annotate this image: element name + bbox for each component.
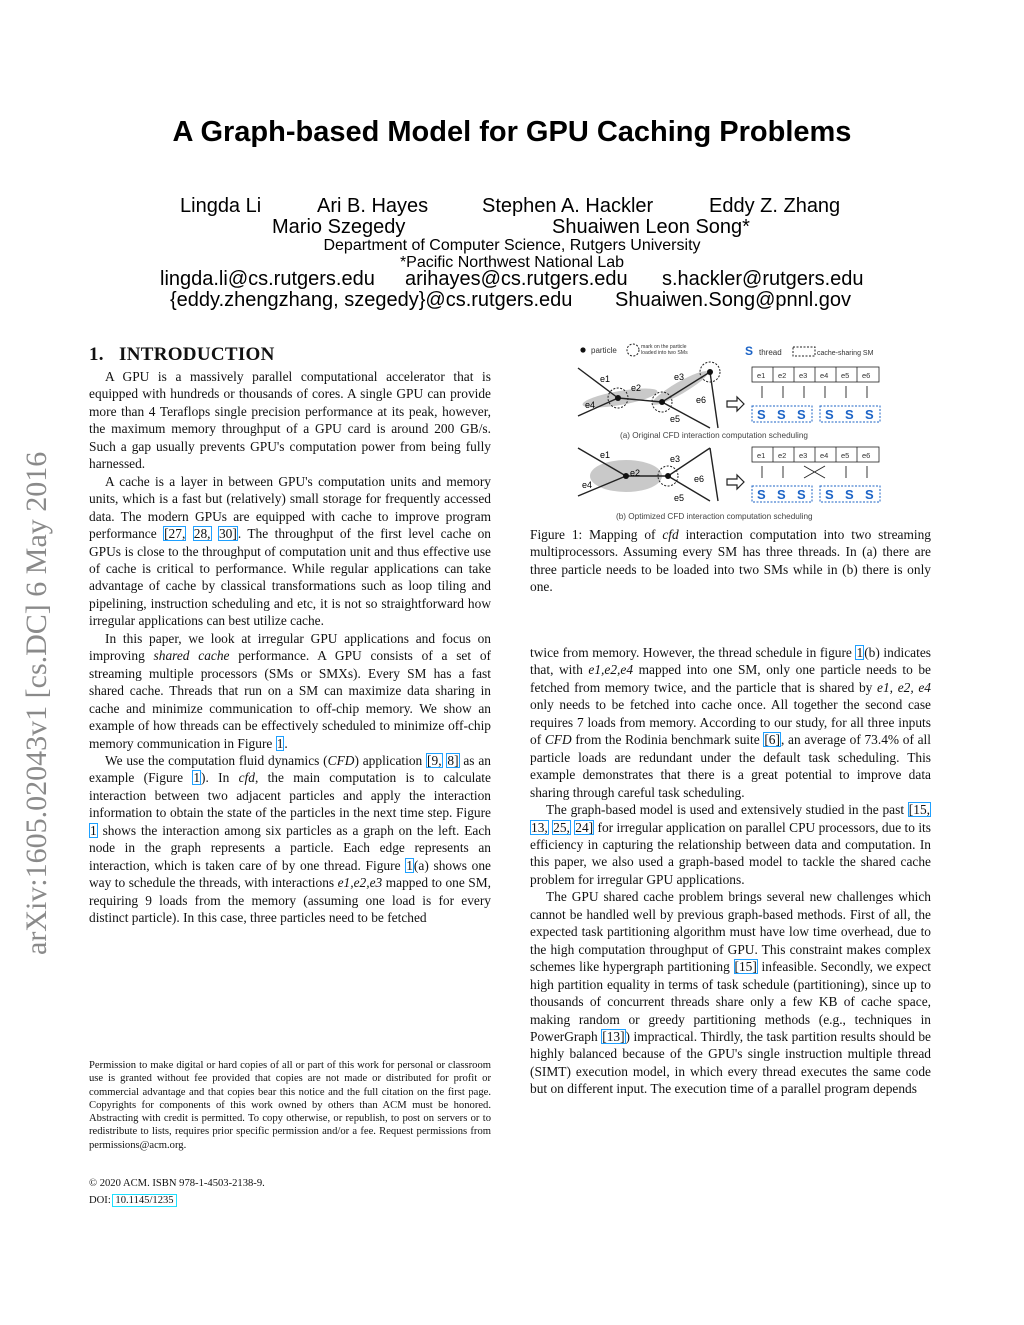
figure-link[interactable]: 1 — [90, 822, 97, 838]
citation-link[interactable]: [13] — [602, 1028, 625, 1044]
thread-icon: S — [865, 407, 874, 422]
subfigure-caption-a: (a) Original CFD interaction computation scheduling — [620, 431, 808, 440]
doi-line: DOI: 10.1145/1235 — [89, 1195, 174, 1206]
author-email[interactable]: arihayes@cs.rutgers.edu — [405, 268, 628, 290]
figure-link[interactable]: 1 — [276, 735, 284, 751]
paragraph: A cache is a layer in between GPU's computation units and memory units, which is a fast but (relatively) small storage for frequently accessed data. The modern GPUs are equipped with cache to improve program performance [27, 28, 30]. The throughput of the first level cache on GPUs is close to the throughput of computation unit and thus effective use of cache is critical to performance. While regular applications can take advantage of cache by classical transformations such as loop tiling and pipelining, instruction scheduling and etc, it is not so straightforward how irregular applications can best utilize cache. — [89, 473, 491, 629]
author-name: Lingda Li — [180, 195, 262, 217]
task-label: e1 — [757, 371, 766, 380]
author-name: Ari B. Hayes — [317, 195, 429, 217]
right-column — [530, 644, 931, 1098]
arxiv-stamp — [6, 350, 66, 960]
citation-link[interactable]: 13, — [531, 819, 548, 835]
thread-icon: S — [845, 407, 854, 422]
paragraph: twice from memory. However, the thread schedule in figure 1(b) indicates that, with e1,e2,e4 mapped into one SM, only one particle needs to be fetched from memory twice, and the particle that is shared by e1, e2, e4 only needs to be fetched into cache once. All together the second case requires 7 loads from memory. According to our study, for all three inputs of CFD from the Rodinia benchmark suite [6], an average of 73.4% of all particle loads are redundant under the default task scheduling. This example demonstrates that there is a great potential to improve data sharing through careful task scheduling. — [530, 645, 932, 800]
paragraph: The GPU shared cache problem brings several new challenges which cannot be handled well by previous graph-based methods. First of all, the expected task partitioning algorithm must have low time overhead, due to the high computation throughput of GPU. This constraint makes complex schemes like hypergraph partitioning [15] infeasible. Secondly, we expect high partition equality in terms of task schedule (partitioning), since up to thousands of concurrent threads share only a few KB of cache space, making random or greedy partitioning methods (e.g., techniques in PowerGraph [13]) impractical. Thirdly, the task partition results should be highly balanced because of the GPU's single instruction multiple thread (SIMT) execution model, in which every thread executes the same code but on different input. The execution time of a parallel program depends — [530, 889, 931, 1097]
doi-link[interactable]: 10.1145/1235 — [115, 1195, 174, 1206]
author-name: Shuaiwen Leon Song* — [552, 216, 750, 238]
edge-label: e1 — [600, 450, 611, 460]
edge-label: e1 — [600, 374, 611, 384]
edge-label: e6 — [694, 474, 705, 484]
edge-label: e4 — [582, 480, 593, 490]
citation-link[interactable]: 25, — [553, 819, 570, 835]
author-name: Stephen A. Hackler — [482, 195, 654, 217]
task-row-a — [752, 367, 880, 422]
figure-caption: Figure 1: Mapping of cfd interaction computation into two streaming multiprocessors. Assuming every SM has three threads. In (a) there are three particle needs to be loaded into two SMs while in (b) there is only one. — [530, 527, 931, 595]
paragraph: In this paper, we look at irregular GPU applications and focus on improving shared cache performance. A GPU consists of a set of streaming multiple processors (SMs or SMXs). Every SM has a fast shared cache. Threads that run on a SM can maximize data sharing in cache and minimize communication to off-chip memory. We show an example of how threads can be effectively scheduled to minimize off-chip memory communication in Figure 1. — [89, 630, 492, 751]
edge-label: e4 — [585, 400, 596, 410]
figure-link[interactable]: 1 — [193, 770, 201, 786]
edge-label: e2 — [631, 383, 642, 393]
edge-label: e6 — [696, 395, 707, 405]
arxiv-id-text: arXiv:1605.02043v1 [cs.DC] 6 May 2016 — [20, 451, 53, 955]
permission-notice: Permission to make digital or hard copies of all or part of this work for personal or classroom use is granted without fee provided that copies are not made or distributed for profit or commercial advantage and that copies bear this notice and the full citation on the first page. Copyrights for components of this work owned by others than ACM must be honored. Abstracting with credit is permitted. To copy otherwise, or republish, to post on servers or to redistribute to lists, requires prior specific permission and/or a fee. Request permissions from permissions@acm.org. — [89, 1060, 491, 1151]
thread-icon: S — [797, 407, 806, 422]
copyright-line: © 2020 ACM. ISBN 978-1-4503-2138-9. — [89, 1178, 265, 1189]
task-label: e6 — [862, 371, 871, 380]
thread-icon: S — [825, 487, 834, 502]
citation-link[interactable]: [27, — [164, 526, 186, 542]
copyright-block — [89, 1175, 491, 1209]
author-email[interactable]: {eddy.zhengzhang, szegedy}@cs.rutgers.edu — [170, 289, 573, 311]
graph-a — [578, 362, 720, 428]
affiliation: Department of Computer Science, Rutgers University — [323, 237, 701, 254]
affiliation: *Pacific Northwest National Lab — [399, 254, 625, 271]
section-title: INTRODUCTION — [119, 344, 275, 365]
citation-link[interactable]: [6] — [764, 732, 780, 748]
task-label: e3 — [799, 451, 808, 460]
graph-b — [578, 448, 718, 503]
author-email[interactable]: Shuaiwen.Song@pnnl.gov — [615, 289, 852, 311]
paragraph: We use the computation fluid dynamics (CFD) application [9, 8] as an example (Figure 1). In cfd, the main computation is to calculate interaction between two adjacent particles and apply the interaction information to obtain the state of the particles in the next time step. Figure 1 shows the interaction among six particles as a graph on the left. Each node in the graph represents a particle. Each edge represents an interaction, which is taken care of by one thread. Figure 1(a) shows one way to schedule the threads, with interactions e1,e2,e3 mapped to one SM, requiring 9 loads from the memory (assuming one load is for every distinct particle). In this case, three particles need to be fetched — [89, 752, 492, 926]
task-label: e5 — [841, 451, 850, 460]
edge-label: e5 — [674, 493, 685, 503]
task-label: e3 — [799, 371, 808, 380]
citation-link[interactable]: 28, — [193, 526, 211, 542]
task-label: e2 — [778, 371, 787, 380]
section-heading — [89, 344, 275, 366]
legend-thread-icon: S — [745, 344, 754, 358]
task-label: e6 — [862, 451, 871, 460]
paragraph: A GPU is a massively parallel computational accelerator that is equipped with hundreds or thousands of cores. A single GPU can provide more than 4 Teraflops single precision performance at its peak, however, the maximum memory throughput of a GPU card is around 200 GB/s. Such a gap usually prevents GPU's computation power from being fully harnessed. — [89, 369, 491, 472]
left-column — [89, 368, 491, 927]
citation-link[interactable]: 30] — [218, 526, 237, 542]
thread-icon: S — [797, 487, 806, 502]
figure-1 — [570, 336, 890, 526]
figure-link[interactable]: 1 — [856, 645, 864, 660]
citation-link[interactable]: 8] — [447, 752, 459, 768]
legend-sm-label: cache-sharing SM — [817, 350, 874, 357]
edge-label: e3 — [674, 372, 685, 382]
citation-link[interactable]: 24] — [575, 819, 594, 835]
legend-sm-icon — [793, 347, 815, 356]
author-email[interactable]: lingda.li@cs.rutgers.edu — [160, 268, 375, 290]
thread-icon: S — [865, 487, 874, 502]
legend-thread-label: thread — [759, 348, 782, 357]
citation-link[interactable]: [9, — [427, 752, 442, 768]
thread-icon: S — [825, 407, 834, 422]
thread-icon: S — [777, 407, 786, 422]
legend-particle-label: particle — [591, 346, 617, 355]
citation-link[interactable]: [15] — [734, 959, 757, 975]
author-name: Eddy Z. Zhang — [709, 195, 841, 217]
thread-icon: S — [757, 487, 766, 502]
task-label: e1 — [757, 451, 766, 460]
paragraph: The graph-based model is used and extensively studied in the past [15, 13, 25, 24] for irregular application on parallel CPU processors, due to its efficiency in capturing the relationship between data and computation. In this paper, we also used a graph-based model to tackle the shared cache problem for irregular GPU applications. — [530, 802, 931, 887]
subfigure-caption-b: (b) Optimized CFD interaction computation scheduling — [616, 512, 813, 521]
legend-particle-icon — [580, 347, 585, 352]
thread-icon: S — [777, 487, 786, 502]
edge-label: e5 — [670, 414, 681, 424]
task-label: e4 — [820, 371, 829, 380]
thread-icon: S — [845, 487, 854, 502]
thread-icon: S — [757, 407, 766, 422]
legend-mark-label: loaded into two SMs — [641, 350, 688, 356]
edge-label: e3 — [670, 454, 681, 464]
author-email[interactable]: s.hackler@rutgers.edu — [662, 268, 864, 290]
author-name: Mario Szegedy — [272, 216, 406, 238]
section-number: 1. — [89, 344, 104, 365]
edge-label: e2 — [630, 468, 641, 478]
task-label: e4 — [820, 451, 829, 460]
legend-mark-icon — [627, 344, 639, 356]
figure-link[interactable]: 1 — [406, 857, 413, 873]
legend-mark-label: mark on the particle — [641, 344, 687, 350]
citation-link[interactable]: [15, — [908, 802, 930, 818]
task-row-b — [752, 447, 880, 502]
task-label: e5 — [841, 371, 850, 380]
paper-title: A Graph-based Model for GPU Caching Problems — [172, 116, 852, 148]
task-label: e2 — [778, 451, 787, 460]
